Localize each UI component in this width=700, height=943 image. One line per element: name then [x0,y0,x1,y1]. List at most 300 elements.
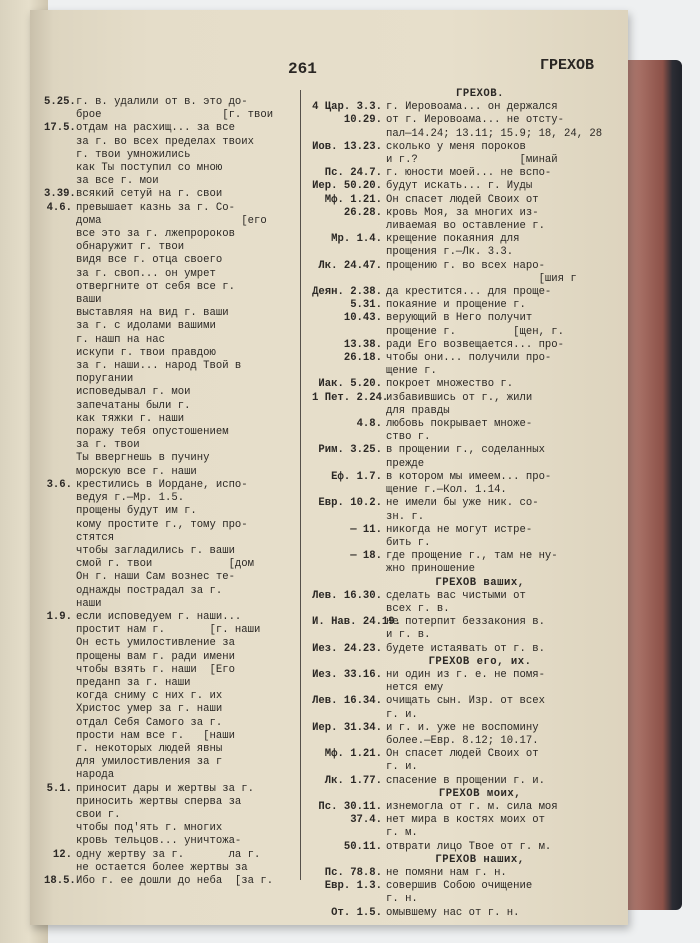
verse-reference [44,796,76,809]
verse-reference [312,709,386,722]
entry-text: Он есть умилостивление за [76,637,235,650]
entry-text: исповедывал г. мои [76,386,191,399]
entry-row [312,748,648,761]
verse-reference [44,466,76,479]
entry-row [312,629,648,642]
verse-reference [44,717,76,730]
entry-text: щение г. [386,365,437,378]
entry-text: любовь покрывает множе- [386,418,533,431]
entry-row [44,637,294,650]
entry-text: за г. наши... народ Твой в [76,360,242,373]
entry-row [44,769,294,782]
entry-row [44,452,294,465]
entry-row [312,775,648,788]
entry-text: искупи г. твои правдою [76,346,216,359]
entry-row [44,677,294,690]
entry-text: спасение в прощении г. и. [386,774,545,787]
entry-row [312,814,648,827]
entry-text: ведуя г.—Мр. 1.5. [76,492,185,505]
entry-text: избавившись от г., жили [386,391,533,404]
entry-text: крещение покаяния для [386,233,520,246]
entry-row [312,458,648,471]
verse-reference [312,827,386,840]
verse-reference: 3.6. [46,478,72,491]
entry-row [312,511,648,524]
verse-reference: 10.29. [343,114,382,127]
verse-reference: 26.28. [343,206,382,219]
verse-reference: 50.11. [343,840,382,853]
verse-reference [44,545,76,558]
entry-text: ство г. [386,431,431,444]
entry-text: совершив Собою очищение [386,880,533,893]
verse-reference [44,822,76,835]
entry-text: если исповедуем г. наши... [76,610,242,623]
entry-text: г. и. [386,708,418,721]
entry-row [44,360,294,373]
verse-reference: Пс. 24.7. [324,167,382,180]
entry-row [44,281,294,294]
entry-row [44,756,294,769]
entry-row [312,841,648,854]
entry-text: пал—14.24; 13.11; 15.9; 18, 24, 28 [386,127,603,140]
verse-reference: — 11. [350,523,382,536]
verse-reference [312,735,386,748]
entry-text: Он г. наши Сам вознес те- [76,571,235,584]
entry-row [312,761,648,774]
left-column [44,96,294,888]
entry-text: запечатаны были г. [76,399,191,412]
verse-reference: Иез. 33.16. [312,668,382,681]
entry-text: не имели бы уже ник. со- [386,497,539,510]
entry-text: ни один из г. е. не помя- [386,668,545,681]
verse-reference: Лк. 1.77. [324,774,382,787]
entry-text: за г. во всех пределах твоих [76,135,255,148]
verse-reference: 18.5. [44,874,76,887]
verse-reference [44,519,76,532]
verse-reference [44,307,76,320]
verse-reference [312,629,386,642]
section-heading: ГРЕХОВ. [455,88,504,100]
entry-row [312,207,648,220]
entry-row [312,128,648,141]
verse-reference [44,677,76,690]
entry-row [312,709,648,722]
entry-text: всякий сетуй на г. свои [76,188,223,201]
entry-row [44,532,294,545]
entry-row [312,643,648,656]
verse-reference: 1 Пет. 2.24. [312,391,389,404]
section-heading: ГРЕХОВ моих, [438,787,522,800]
verse-reference: Иов. 13.23. [312,140,382,153]
entry-row [312,880,648,893]
entry-text: омывшему нас от г. н. [386,906,520,919]
verse-reference [312,511,386,524]
verse-reference [44,413,76,426]
verse-reference [44,268,76,281]
entry-text: от г. Иеровоама... не отсту- [386,114,565,127]
entry-text: за г. своп... он умрет [76,267,216,280]
entry-text: будут искать... г. Иуды [386,180,533,193]
entry-row [312,365,648,378]
verse-reference: Лев. 16.30. [312,589,382,602]
entry-row [44,624,294,637]
entry-row [44,505,294,518]
entry-row [312,141,648,154]
entry-row [312,827,648,840]
verse-reference: Иер. 31.34. [312,721,382,734]
entry-row [312,233,648,246]
verse-reference [44,347,76,360]
entry-text: в прощении г., соделанных [386,444,545,457]
verse-reference: 3.39. [44,188,76,201]
entry-text: Ибо г. ее дошли до неба [за г. [76,874,274,887]
entry-row [312,682,648,695]
entry-text: всех г. в. [386,602,450,615]
entry-text: стятся [76,531,115,544]
entry-row [44,400,294,413]
running-head: ГРЕХОВ [540,57,595,74]
entry-row [44,690,294,703]
verse-reference [44,320,76,333]
entry-row [44,188,294,201]
verse-reference [312,458,386,471]
verse-reference [44,585,76,598]
entry-row [44,783,294,796]
entry-row [44,109,294,122]
entry-row [312,550,648,563]
entry-text: нет мира в костях моих от [386,814,545,827]
entry-text: как Ты поступил со мною [76,162,223,175]
entry-text: прощение г. [щен, г. [386,325,565,338]
entry-text: прощению г. во всех наро- [386,259,545,272]
verse-reference: 12. [52,848,72,861]
verse-reference: Лев. 16.34. [312,695,382,708]
verse-reference [44,162,76,175]
entry-row [44,202,294,215]
entry-text: кому простите г., тому про- [76,518,248,531]
verse-reference [312,761,386,774]
entry-row [312,735,648,748]
verse-reference [44,809,76,822]
verse-reference [44,175,76,188]
entry-text: Христос умер за г. наши [76,703,223,716]
entry-row [312,893,648,906]
entry-row [44,558,294,571]
entry-text: не помяни нам г. н. [386,866,507,879]
entry-text: не потерпит беззакония в. [386,616,545,629]
entry-text: ваши [76,294,102,307]
entry-text: чтобы под'ять г. многих [76,822,223,835]
entry-row [44,386,294,399]
entry-text: где прощение г., там не ну- [386,550,558,563]
entry-text: очищать сын. Изр. от всех [386,695,545,708]
entry-row [312,180,648,193]
entry-row [44,571,294,584]
verse-reference [312,682,386,695]
entry-row [44,162,294,175]
entry-row [312,299,648,312]
entry-row [44,136,294,149]
entry-row [312,590,648,603]
verse-reference [44,532,76,545]
verse-reference: Мр. 1.4. [331,233,382,246]
entry-row [44,175,294,188]
entry-text: отдал Себя Самого за г. [76,716,223,729]
verse-reference [312,326,386,339]
verse-reference [312,220,386,233]
entry-row [44,320,294,333]
verse-reference: От. 1.5. [331,906,382,919]
verse-reference [44,373,76,386]
entry-row [312,418,648,431]
verse-reference [44,109,76,122]
entry-row [44,664,294,677]
verse-reference: Иер. 50.20. [312,180,382,193]
entry-text: как тяжки г. наши [76,412,185,425]
entry-row [44,294,294,307]
entry-text: да крестится... для проще- [386,286,552,299]
entry-row [44,598,294,611]
entry-text: простит нам г. [г. наши [76,624,261,637]
verse-reference [44,769,76,782]
entry-text: в котором мы имеем... про- [386,470,552,483]
entry-text: г. твои умножились [76,148,191,161]
entry-text: ливаемая во оставление г. [386,220,545,233]
entry-row [44,545,294,558]
entry-row [44,862,294,875]
entry-text: все это за г. лжепророков [76,228,235,241]
verse-reference [312,128,386,141]
entry-text: Ты ввергнешь в пучину [76,452,210,465]
entry-row [44,519,294,532]
entry-row [44,585,294,598]
verse-reference [44,730,76,743]
verse-reference: 13.38. [343,338,382,351]
entry-text: щение г.—Кол. 1.14. [386,484,507,497]
verse-reference [44,558,76,571]
verse-reference: Евр. 10.2. [318,497,382,510]
verse-reference: 17.5. [44,122,76,135]
entry-text: никогда не могут истре- [386,523,533,536]
section-heading: ГРЕХОВ ваших, [435,576,525,589]
entry-row [44,334,294,347]
verse-reference [312,603,386,616]
verse-reference: 4.6. [46,201,72,214]
verse-reference [44,664,76,677]
entry-row [44,413,294,426]
entry-text: за г. твои [76,439,140,452]
entry-text: и г.? [минай [386,154,558,167]
entry-row [312,312,648,325]
entry-row [44,307,294,320]
entry-text: выставляя на вид г. ваши [76,307,229,320]
entry-text: чтобы загладились г. ваши [76,544,235,557]
verse-reference [312,893,386,906]
entry-text: преданп за г. наши [76,676,191,689]
verse-reference [44,360,76,373]
entry-row [44,149,294,162]
entry-text: брое [г. твои [76,109,274,122]
entry-row [312,246,648,259]
entry-text: прощены вам г. ради имени [76,650,235,663]
entry-row [312,273,648,286]
verse-reference [44,254,76,267]
entry-text: наши [76,597,102,610]
entry-text: отдам на расхищ... за все [76,122,235,135]
entry-row [44,241,294,254]
entry-text: прежде [386,457,425,470]
entry-row [312,378,648,391]
entry-row [312,524,648,537]
verse-reference: 4.8. [356,418,382,431]
entry-row [44,796,294,809]
page-number: 261 [288,60,317,78]
entry-text: свои г. [76,808,121,821]
entry-text: кровь тельцов... уничтожа- [76,835,242,848]
entry-row [312,154,648,167]
entry-row [44,122,294,135]
entry-text: более.—Евр. 8.12; 10.17. [386,734,539,747]
entry-row [44,703,294,716]
entry-text: приносит дары и жертвы за г. [76,782,255,795]
verse-reference [44,571,76,584]
verse-reference: Пс. 30.11. [318,800,382,813]
entry-text: изнемогла от г. м. сила моя [386,800,558,813]
verse-reference [44,505,76,518]
verse-reference [44,136,76,149]
entry-row [312,431,648,444]
entry-text: не остается более жертвы за [76,861,248,874]
entry-row [44,730,294,743]
verse-reference: Лк. 24.47. [318,259,382,272]
verse-reference: 5.1. [46,782,72,795]
section-heading: ГРЕХОВ его, их. [428,655,532,668]
entry-text: поражу тебя опустошением [76,426,229,439]
entry-row [312,722,648,735]
entry-text: для умилостивления за г [76,756,223,769]
entry-row [312,603,648,616]
entry-row [312,260,648,273]
verse-reference: 4 Цар. 3.3. [312,101,382,114]
verse-reference [44,400,76,413]
verse-reference: И. Нав. 24.19. [312,616,402,629]
entry-text: поругании [76,373,134,386]
entry-text: дома [его [76,214,267,227]
verse-reference [44,703,76,716]
verse-reference [44,492,76,505]
entry-row [312,537,648,550]
entry-text: г. и. [386,761,418,774]
entry-text: Он спасет людей Своих от [386,748,539,761]
entry-row [44,822,294,835]
entry-text: отвергните от себя все г. [76,280,235,293]
verse-reference [312,484,386,497]
entry-text: зн. г. [386,510,425,523]
entry-text: прощения г.—Лк. 3.3. [386,246,514,259]
entry-text: отврати лицо Твое от г. м. [386,840,552,853]
entry-row [312,114,648,127]
entry-row [312,326,648,339]
entry-text: народа [76,769,115,782]
entry-row [312,616,648,629]
entry-row [312,167,648,180]
entry-text: г. в. удалили от в. это до- [76,96,248,108]
entry-text: однажды пострадал за г. [76,584,223,597]
entry-row [44,254,294,267]
entry-text: сколько у меня пороков [386,140,526,153]
verse-reference [312,431,386,444]
entry-text: г. нашп на нас [76,333,166,346]
verse-reference [44,281,76,294]
entry-text: крестились в Иордане, испо- [76,478,248,491]
entry-row [312,563,648,576]
entry-row [44,268,294,281]
entry-text: г. н. [386,893,418,906]
section-heading: ГРЕХОВ наших, [435,853,525,866]
entry-text: чтобы они... получили про- [386,352,552,365]
entry-row [44,426,294,439]
verse-reference: 26.18. [343,352,382,365]
verse-reference [44,743,76,756]
entry-text: и г. и. уже не воспомину [386,721,539,734]
entry-row [44,373,294,386]
verse-reference [312,273,386,286]
entry-row [312,392,648,405]
entry-row [44,875,294,888]
entry-row [44,215,294,228]
verse-reference [312,563,386,576]
entry-text: Он спасет людей Своих от [386,193,539,206]
verse-reference: 5.25. [44,96,76,108]
entry-row [44,466,294,479]
verse-reference: Мф. 1.21. [324,748,382,761]
right-column [312,88,648,920]
entry-text: [шия г [386,272,577,285]
entry-text: для правды [386,404,450,417]
verse-reference [44,651,76,664]
entry-row [44,809,294,822]
verse-reference: Мф. 1.21. [324,193,382,206]
entry-row [44,717,294,730]
verse-reference: Еф. 1.7. [331,470,382,483]
entry-text: г. юности моей... не вспо- [386,167,552,180]
entry-row [312,907,648,920]
verse-reference [44,426,76,439]
verse-reference: 10.43. [343,312,382,325]
entry-row [44,439,294,452]
verse-reference [44,835,76,848]
entry-text: видя все г. отца своего [76,254,223,267]
verse-reference [312,537,386,550]
entry-text: г. м. [386,827,418,840]
entry-row [312,669,648,682]
verse-reference: Иез. 24.23. [312,642,382,655]
entry-text: нется ему [386,682,444,695]
verse-reference [44,149,76,162]
entry-text: покаяние и прощение г. [386,299,526,312]
entry-text: прощены будут им г. [76,505,197,518]
verse-reference: 37.4. [350,814,382,827]
entry-row [312,801,648,814]
verse-reference: 1.9. [46,610,72,623]
entry-text: за г. с идолами вашими [76,320,216,333]
entry-row [44,228,294,241]
verse-reference [44,598,76,611]
entry-row [44,743,294,756]
entry-row [312,339,648,352]
verse-reference [44,637,76,650]
entry-text: г. некоторых людей явны [76,742,223,755]
